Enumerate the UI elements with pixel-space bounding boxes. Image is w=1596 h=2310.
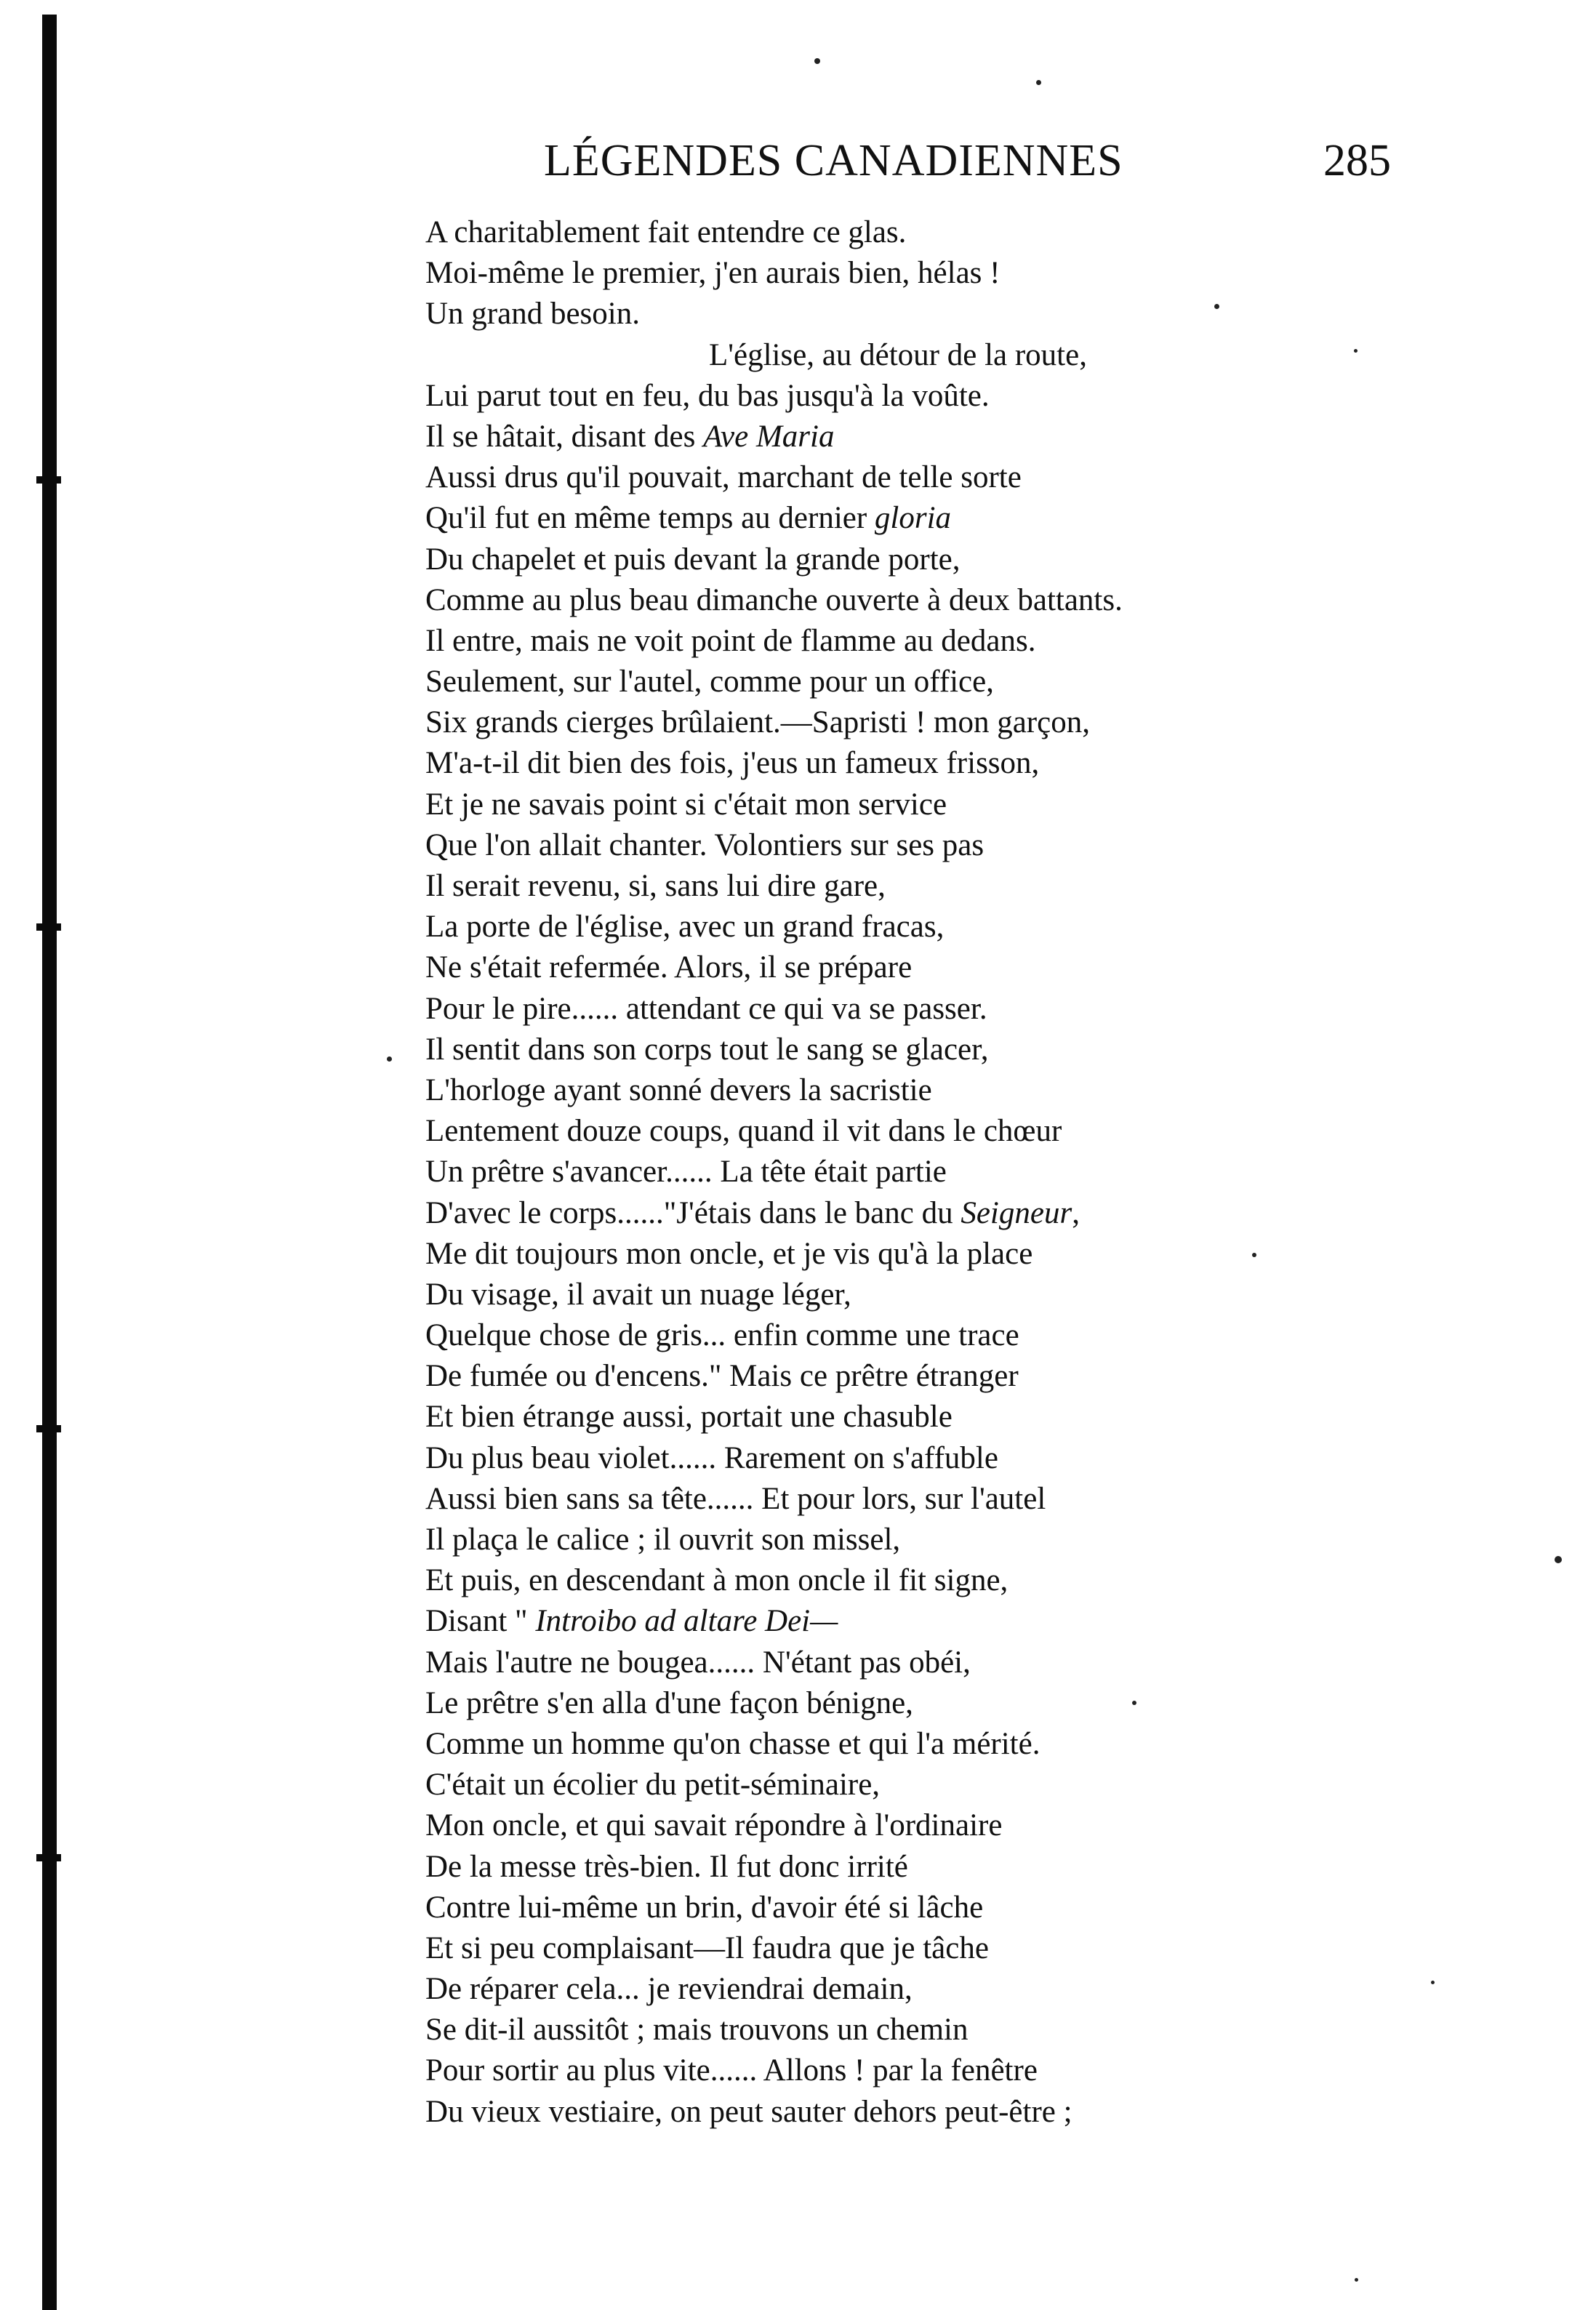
verse-line	[425, 702, 1371, 743]
binding-notch	[36, 1425, 61, 1432]
verse-line	[425, 1724, 1371, 1765]
verse-line-text: Et si peu complaisant—Il faudra que je tâche	[425, 1930, 989, 1965]
verse-line-text: C'était un écolier du petit-séminaire,	[425, 1768, 881, 1802]
verse-line-text: Se dit-il aussitôt ; mais trouvons un chemin	[425, 2013, 969, 2048]
verse-line-text: Disant "	[425, 1604, 536, 1639]
verse-line-text: Contre lui-même un brin, d'avoir été si lâche	[425, 1890, 984, 1925]
print-speck	[814, 58, 820, 64]
verse-line	[425, 2010, 1371, 2050]
verse-line-text: Quelque chose de gris... enfin comme une trace	[425, 1318, 1019, 1353]
verse-line	[425, 907, 1371, 947]
verse-line	[425, 212, 1371, 253]
verse-line	[425, 1560, 1371, 1601]
print-speck	[1431, 1981, 1435, 1984]
verse-line	[425, 1030, 1371, 1070]
verse-body	[425, 212, 1371, 2133]
verse-line	[425, 417, 1371, 457]
verse-line-text: Un prêtre s'avancer...... La tête était partie	[425, 1155, 947, 1190]
verse-line	[425, 376, 1371, 417]
verse-line-text: Lentement douze coups, quand il vit dans le chœur	[425, 1114, 1062, 1149]
verse-line	[425, 866, 1371, 907]
binding-notch	[36, 476, 61, 484]
verse-line-text: Pour le pire...... attendant ce qui va se passer.	[425, 991, 987, 1026]
verse-line	[425, 2092, 1371, 2133]
running-title: LÉGENDES CANADIENNES	[544, 136, 1123, 185]
binding-notch	[36, 1854, 61, 1861]
verse-line-text: La porte de l'église, avec un grand fracas,	[425, 910, 945, 945]
verse-line-italic: Ave Maria	[703, 419, 835, 454]
verse-line	[425, 1070, 1371, 1111]
verse-line	[425, 1888, 1371, 1928]
print-speck	[1355, 2278, 1358, 2282]
verse-line-text: Du vieux vestiaire, on peut sauter dehors peut-être ;	[425, 2094, 1072, 2129]
page-header	[0, 128, 1596, 193]
print-speck	[387, 1056, 392, 1062]
verse-line	[425, 1683, 1371, 1724]
verse-line	[425, 253, 1371, 294]
verse-line	[425, 989, 1371, 1030]
verse-line	[425, 947, 1371, 988]
verse-line-text: Qu'il fut en même temps au dernier	[425, 501, 875, 536]
verse-line	[425, 1520, 1371, 1560]
verse-line	[425, 457, 1371, 498]
verse-line-text: Comme au plus beau dimanche ouverte à deux battants.	[425, 582, 1123, 617]
verse-line-text: D'avec le corps......"J'étais dans le banc du	[425, 1195, 961, 1230]
verse-line-text: A charitablement fait entendre ce glas.	[425, 215, 907, 249]
verse-line-text: Comme un homme qu'on chasse et qui l'a mérité.	[425, 1726, 1040, 1761]
verse-line	[425, 294, 1371, 334]
verse-line-text: Du visage, il avait un nuage léger,	[425, 1277, 851, 1312]
verse-line	[425, 335, 1371, 376]
verse-line-text: Et je ne savais point si c'était mon service	[425, 787, 947, 822]
verse-line-text: M'a-t-il dit bien des fois, j'eus un fameux frisson,	[425, 746, 1040, 781]
verse-line-text: ,	[1072, 1195, 1080, 1230]
verse-line-italic: Introibo ad altare Dei—	[535, 1604, 838, 1639]
verse-line	[425, 1847, 1371, 1888]
verse-line-text: Aussi drus qu'il pouvait, marchant de telle sorte	[425, 460, 1022, 495]
verse-line	[425, 2050, 1371, 2091]
verse-line	[425, 825, 1371, 866]
verse-line	[425, 1397, 1371, 1437]
verse-line-text: Le prêtre s'en alla d'une façon bénigne,	[425, 1685, 913, 1720]
binding-edge	[42, 15, 57, 2310]
verse-line-text: Du plus beau violet...... Rarement on s'affuble	[425, 1440, 998, 1475]
verse-line-italic: gloria	[874, 501, 952, 536]
verse-line-text: Il sentit dans son corps tout le sang se glacer,	[425, 1032, 989, 1067]
verse-line	[425, 1479, 1371, 1520]
verse-line-text: Moi-même le premier, j'en aurais bien, hélas !	[425, 256, 1000, 291]
binding-notch	[36, 923, 61, 931]
verse-line-text: Il entre, mais ne voit point de flamme au dedans.	[425, 623, 1036, 658]
verse-line-text: De fumée ou d'encens." Mais ce prêtre étranger	[425, 1359, 1019, 1394]
verse-line	[425, 1356, 1371, 1397]
verse-line-text: Que l'on allait chanter. Volontiers sur ses pas	[425, 827, 985, 862]
verse-line	[425, 1969, 1371, 2010]
verse-line	[425, 662, 1371, 702]
verse-line-text: De réparer cela... je reviendrai demain,	[425, 1972, 913, 2007]
verse-line-text: De la messe très-bien. Il fut donc irrité	[425, 1849, 908, 1884]
verse-line	[425, 1643, 1371, 1683]
verse-line-text: Et bien étrange aussi, portait une chasuble	[425, 1400, 953, 1435]
page-number: 285	[1323, 136, 1391, 185]
verse-line	[425, 1928, 1371, 1969]
verse-line	[425, 580, 1371, 621]
verse-line-text: Ne s'était refermée. Alors, il se prépare	[425, 950, 913, 985]
verse-line	[425, 1315, 1371, 1356]
verse-line	[425, 1438, 1371, 1479]
verse-line-text: L'horloge ayant sonné devers la sacristie	[425, 1072, 932, 1107]
verse-line-text: Il se hâtait, disant des	[425, 419, 704, 454]
verse-line	[425, 1765, 1371, 1805]
verse-line-text: L'église, au détour de la route,	[709, 337, 1087, 372]
verse-line-text: Et puis, en descendant à mon oncle il fit signe,	[425, 1563, 1008, 1598]
verse-line-text: Il serait revenu, si, sans lui dire gare,	[425, 869, 886, 903]
verse-line	[425, 743, 1371, 784]
verse-line	[425, 1111, 1371, 1152]
verse-line-text: Un grand besoin.	[425, 297, 640, 332]
verse-line	[425, 1275, 1371, 1315]
verse-line-text: Seulement, sur l'autel, comme pour un office,	[425, 665, 994, 699]
verse-line-text: Pour sortir au plus vite...... Allons ! par la fenêtre	[425, 2053, 1038, 2088]
verse-line-text: Du chapelet et puis devant la grande porte,	[425, 542, 961, 577]
verse-line-text: Aussi bien sans sa tête...... Et pour lors, sur l'autel	[425, 1481, 1046, 1516]
print-speck	[1036, 80, 1041, 85]
verse-line-text: Mais l'autre ne bougea...... N'étant pas obéi,	[425, 1645, 971, 1680]
print-speck	[1555, 1556, 1562, 1563]
verse-line-text: Lui parut tout en feu, du bas jusqu'à la voûte.	[425, 378, 990, 413]
verse-line	[425, 1234, 1371, 1275]
verse-line	[425, 621, 1371, 662]
verse-line-text: Il plaça le calice ; il ouvrit son missel,	[425, 1523, 901, 1557]
verse-line	[425, 498, 1371, 539]
verse-line	[425, 540, 1371, 580]
verse-line-text: Mon oncle, et qui savait répondre à l'ordinaire	[425, 1808, 1003, 1843]
verse-line	[425, 1601, 1371, 1642]
verse-line	[425, 1193, 1371, 1234]
verse-line-text: Six grands cierges brûlaient.—Sapristi ! mon garçon,	[425, 705, 1090, 740]
verse-line	[425, 1152, 1371, 1192]
verse-line	[425, 785, 1371, 825]
verse-line	[425, 1805, 1371, 1846]
verse-line-italic: Seigneur	[961, 1195, 1072, 1230]
verse-line-text: Me dit toujours mon oncle, et je vis qu'à la place	[425, 1236, 1033, 1271]
